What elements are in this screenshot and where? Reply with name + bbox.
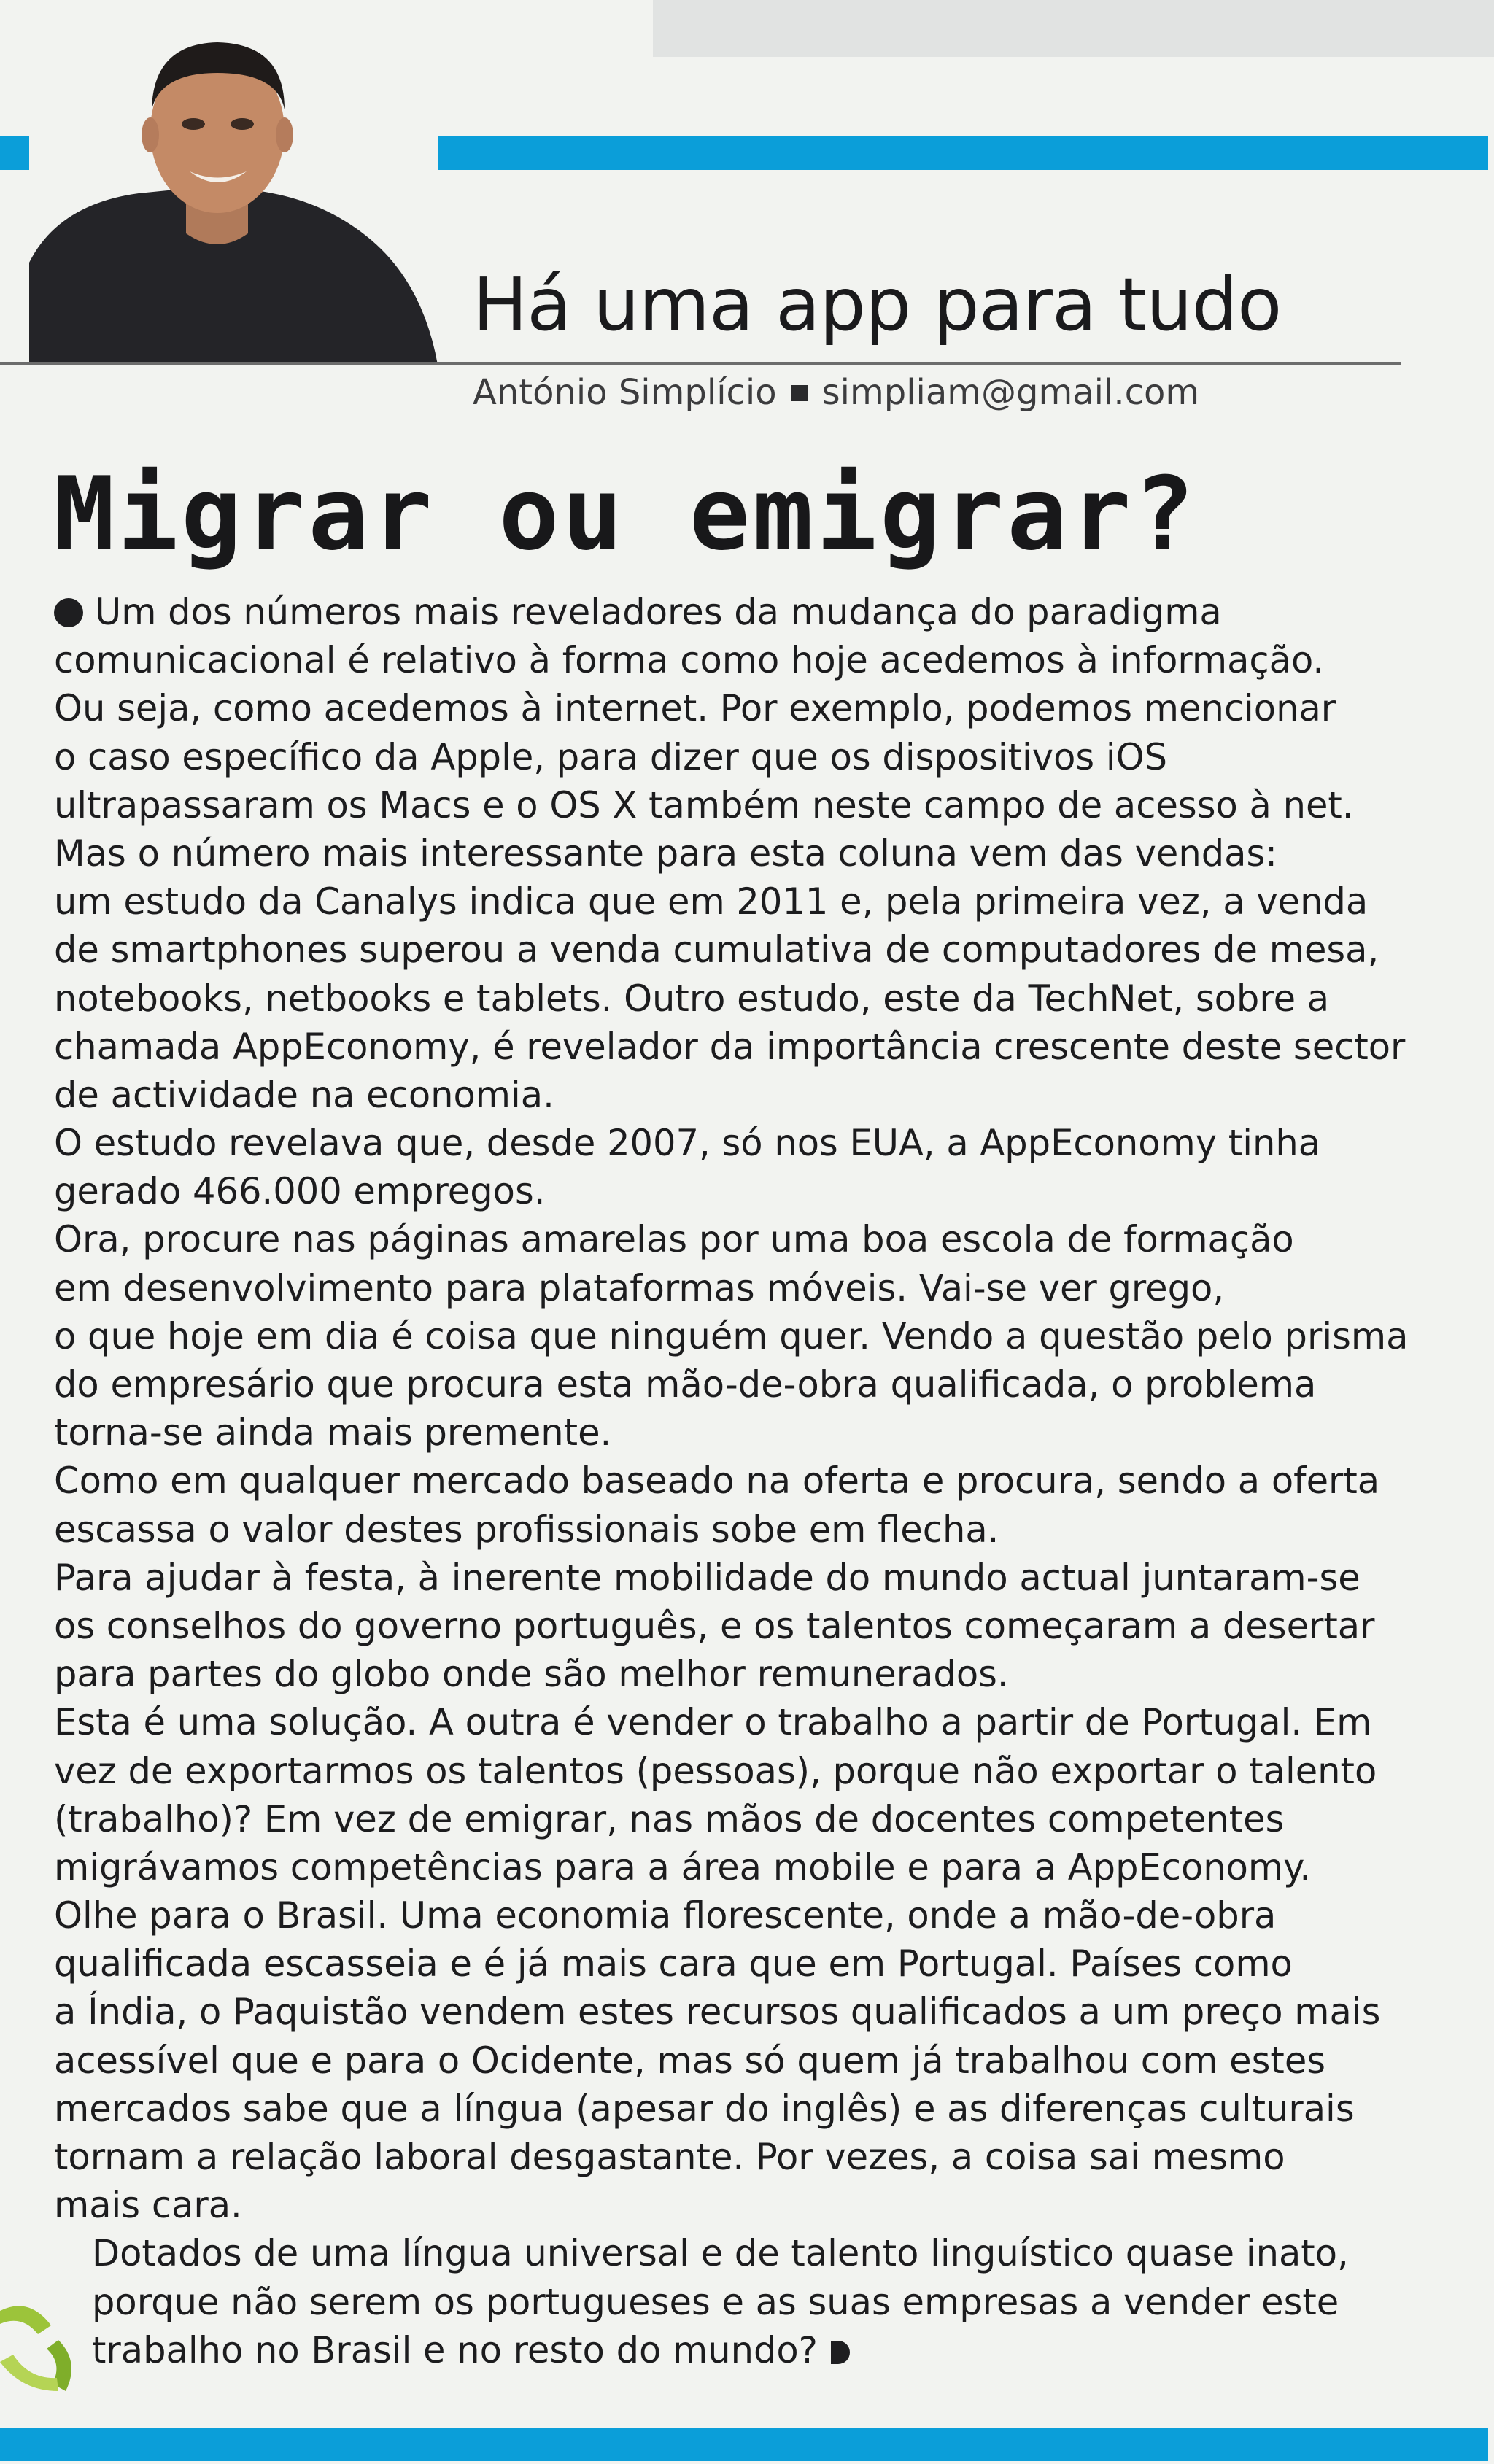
article-line: o que hoje em dia é coisa que ninguém quer. Vendo a questão pelo prisma: [54, 1314, 1409, 1357]
article-line: porque não serem os portugueses e as suas empresas a vender este: [92, 2280, 1339, 2323]
article-line: do empresário que procura esta mão-de-obra qualificada, o problema: [54, 1363, 1317, 1406]
article-line: o caso específico da Apple, para dizer que os dispositivos iOS: [54, 735, 1168, 778]
article-line: Dotados de uma língua universal e de talento linguístico quase inato,: [92, 2232, 1349, 2275]
author-photo: [29, 22, 438, 365]
article-line: notebooks, netbooks e tablets. Outro estudo, este da TechNet, sobre a: [54, 977, 1330, 1020]
article-line: Esta é uma solução. A outra é vender o trabalho a partir de Portugal. Em: [54, 1701, 1372, 1744]
article-line: a Índia, o Paquistão vendem estes recursos qualificados a um preço mais: [54, 1991, 1381, 2034]
article-line: Mas o número mais interessante para esta coluna vem das vendas:: [54, 832, 1277, 875]
article-line: Um dos números mais reveladores da mudança do paradigma: [54, 588, 1455, 636]
article-line: de smartphones superou a venda cumulativa de computadores de mesa,: [54, 929, 1379, 972]
article-line: trabalho no Brasil e no resto do mundo?: [54, 2326, 1455, 2374]
article-line: O estudo revelava que, desde 2007, só nos EUA, a AppEconomy tinha: [54, 1122, 1321, 1165]
article-line: Ou seja, como acedemos à internet. Por exemplo, podemos mencionar: [54, 687, 1336, 730]
article-line: comunicacional é relativo à forma como hoje acedemos à informação.: [54, 639, 1325, 682]
article-line: os conselhos do governo português, e os talentos começaram a desertar: [54, 1604, 1375, 1647]
article-line: mercados sabe que a língua (apesar do inglês) e as diferenças culturais: [54, 2087, 1355, 2130]
header-rule: [0, 362, 1401, 365]
article-line: vez de exportarmos os talentos (pessoas), porque não exportar o talento: [54, 1749, 1377, 1792]
article-line: escassa o valor destes profissionais sobe em flecha.: [54, 1508, 999, 1551]
article-line: para partes do globo onde são melhor remunerados.: [54, 1653, 1009, 1696]
article-line: de actividade na economia.: [54, 1073, 554, 1116]
article-line: torna-se ainda mais premente.: [54, 1411, 612, 1454]
article-line: um estudo da Canalys indica que em 2011 e, pela primeira vez, a venda: [54, 880, 1369, 923]
column-title: Há uma app para tudo: [473, 262, 1282, 347]
top-background-shade: [653, 0, 1494, 57]
article-line: ultrapassaram os Macs e o OS X também neste campo de acesso à net.: [54, 783, 1354, 826]
article-line: (trabalho)? Em vez de emigrar, nas mãos de docentes competentes: [54, 1797, 1285, 1840]
bullet-icon: [54, 598, 83, 627]
author-name: António Simplício: [473, 372, 777, 413]
article-body: [54, 588, 1455, 2374]
article-line: Como em qualquer mercado baseado na oferta e procura, sendo a oferta: [54, 1460, 1380, 1503]
article-line: acessível que e para o Ocidente, mas só quem já trabalhou com estes: [54, 2039, 1326, 2082]
byline-separator-icon: [791, 385, 808, 401]
article-headline: Migrar ou emigrar?: [54, 455, 1198, 573]
recycle-logo-icon: [0, 2282, 96, 2398]
article-line: Olhe para o Brasil. Uma economia florescente, onde a mão-de-obra: [54, 1894, 1277, 1937]
end-of-article-icon: [831, 2341, 850, 2364]
article-line: chamada AppEconomy, é revelador da importância crescente deste sector: [54, 1025, 1406, 1068]
article-line: qualificada escasseia e é já mais cara que em Portugal. Países como: [54, 1942, 1293, 1985]
article-line: em desenvolvimento para plataformas móveis. Vai-se ver grego,: [54, 1266, 1225, 1309]
article-line: mais cara.: [54, 2184, 242, 2227]
article-line: gerado 466.000 empregos.: [54, 1170, 546, 1213]
article-line: tornam a relação laboral desgastante. Por vezes, a coisa sai mesmo: [54, 2136, 1285, 2178]
author-email: simpliam@gmail.com: [821, 372, 1200, 413]
byline: [473, 373, 1199, 412]
article-line: migrávamos competências para a área mobile e para a AppEconomy.: [54, 1845, 1312, 1888]
article-line: Para ajudar à festa, à inerente mobilidade do mundo actual juntaram-se: [54, 1556, 1361, 1599]
article-line: Ora, procure nas páginas amarelas por uma boa escola de formação: [54, 1218, 1294, 1261]
bottom-blue-bar: [0, 2428, 1488, 2461]
